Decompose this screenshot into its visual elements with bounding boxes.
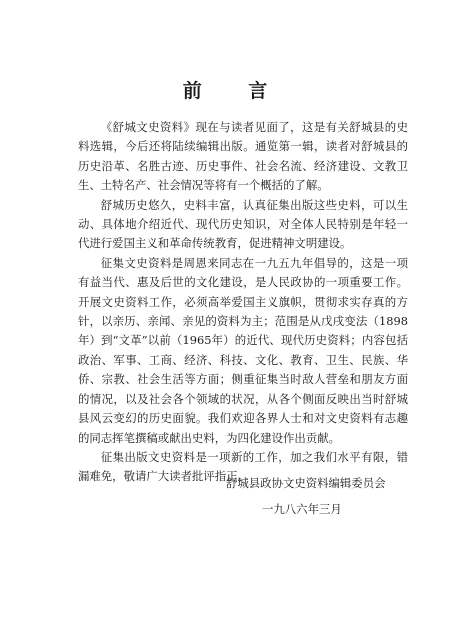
paragraph-2: 舒城历史悠久，史料丰富，认真征集出版这些史料，可以生动、具体地介绍近代、现代历史知识，对全体人民特别是年轻一代进行爱国主义和革命传统教育，促进精神文明建设。 xyxy=(78,197,408,251)
paragraph-3: 征集文史资料是周恩来同志在一九五九年倡导的，这是一项有益当代、惠及后世的文化建设，是人民政协的一项重要工作。开展文史资料工作，必须高举爱国主义旗帜，贯彻求实存真的方针，以亲历、亲闻、亲见的资料为主；范围是从戊戌变法（1898年）到“文革”以前（1965年）的近代、现代历史资料；内容包括政治、军事、工商、经济、科技、文化、教育、卫生、民族、华侨、宗教、社会生活等方面；侧重征集当时敌人营垒和朋友方面的情况，以及社会各个领域的状况，从各个侧面反映出当时舒城县风云变幻的历史面貌。我们欢迎各界人士和对文史资料有志趣的同志挥笔撰稿或献出史料，为四化建设作出贡献。 xyxy=(78,255,408,445)
paragraph-4: 征集出版文史资料是一项新的工作，加之我们水平有限，错漏难免，敬请广大读者批评指正。 xyxy=(78,449,408,484)
paragraph-1: 《舒城文史资料》现在与读者见面了，这是有关舒城县的史料选辑，今后还将陆续编辑出版。通览第一辑，读者对舒城县的历史沿革、名胜古迹、历史事件、社会名流、经济建设、文教卫生、土特名产、社会情况等将有一个概括的了解。 xyxy=(78,120,408,193)
signature-date-text: 一九八六年三月 xyxy=(262,502,342,516)
page-title: 前 言 xyxy=(182,80,288,102)
signature-organization-text: 舒城县政协文史资料编辑委员会 xyxy=(226,476,386,490)
document-body xyxy=(78,118,408,487)
